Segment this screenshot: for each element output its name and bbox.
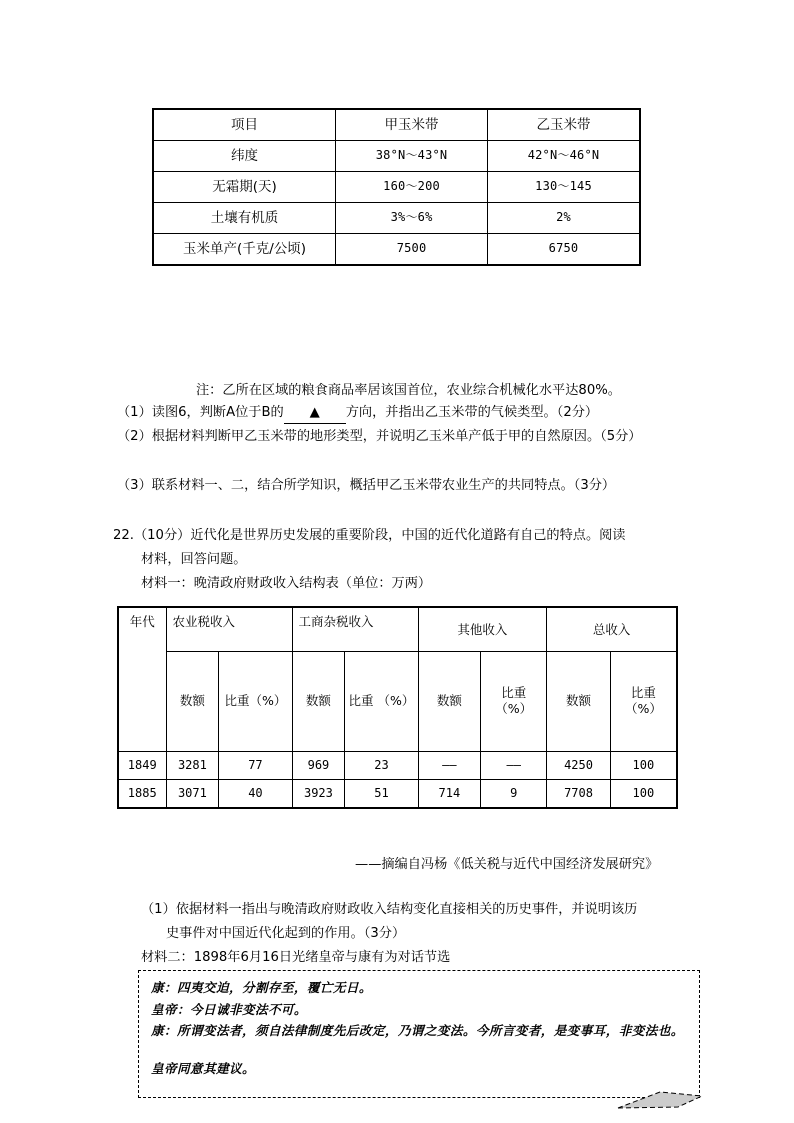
subheader-share: 比重 （%） [345,651,418,751]
dialogue-spacer [151,1042,699,1058]
table1-header-item: 项目 [153,109,336,141]
q1-text-after: 方向，并指出乙玉米带的气候类型。（2分） [345,405,599,420]
row-label: 纬度 [153,141,336,172]
cell-year: 1849 [118,751,166,779]
table-row [118,751,677,779]
row-label: 玉米单产(千克/公顷) [153,234,336,266]
dialogue-line: 康：四夷交迫，分割存至，覆亡无日。 [151,980,372,995]
cell-value: 3071 [166,779,219,808]
table-row [118,779,677,808]
material-2-dialogue-box [138,970,700,1098]
row-value-yi: 130～145 [488,172,640,203]
cell-value: 100 [610,779,677,808]
table-header-row [153,109,640,141]
material-1-source: ——摘编自冯杨《低关税与近代中国经济发展研究》 [355,857,659,872]
table1-note: 注：乙所在区域的粮食商品率居该国首位，农业综合机械化水平达80%。 [196,383,621,398]
row-label: 土壤有机质 [153,203,336,234]
cell-value: 714 [418,779,481,808]
geography-question-2: （2）根据材料判断甲乙玉米带的地形类型，并说明乙玉米单产低于甲的自然原因。（5分） [117,429,642,444]
col-group-commercial-tax: 工商杂税收入 [292,607,418,651]
row-value-jia: 160～200 [336,172,488,203]
dialogue-closing-line: 皇帝同意其建议。 [151,1060,255,1076]
row-value-jia: 7500 [336,234,488,266]
row-label: 无霜期(天) [153,172,336,203]
cell-year: 1885 [118,779,166,808]
row-value-jia: 38°N～43°N [336,141,488,172]
cell-value: 51 [345,779,418,808]
corn-belt-comparison-table [152,108,641,266]
subheader-amount: 数额 [547,651,610,751]
dialogue-line: 皇帝：今日诚非变法不可。 [151,1001,307,1017]
row-value-yi: 6750 [488,234,640,266]
cell-value: —— [418,751,481,779]
question-22-sub1-line-1: （1）依据材料一指出与晚清政府财政收入结构变化直接相关的历史事件，并说明该历 [141,902,638,917]
row-value-jia: 3%～6% [336,203,488,234]
geography-question-1 [117,403,717,424]
col-header-year: 年代 [118,607,166,751]
col-group-other-income: 其他收入 [418,607,547,651]
q1-answer-blank[interactable]: ▲ [284,403,346,424]
subheader-amount: 数额 [166,651,219,751]
cell-value: 100 [610,751,677,779]
dialogue-content [139,971,699,1080]
cell-value: 3281 [166,751,219,779]
col-group-agricultural-tax: 农业税收入 [166,607,292,651]
cell-value: 77 [219,751,292,779]
question-22-line-1: 22.（10分）近代化是世界历史发展的重要阶段，中国的近代化道路有自己的特点。阅读 [113,528,626,543]
subheader-share: 比重 （%） [610,651,677,751]
table1-header-yi: 乙玉米带 [488,109,640,141]
geography-question-3: （3）联系材料一、二，结合所学知识，概括甲乙玉米带农业生产的共同特点。（3分） [117,478,616,493]
table-row [153,141,640,172]
subheader-amount: 数额 [418,651,481,751]
cell-value: 4250 [547,751,610,779]
material-2-label: 材料二：1898年6月16日光绪皇帝与康有为对话节选 [141,950,451,965]
qing-fiscal-revenue-table [117,606,678,809]
q1-text-before: （1）读图6，判断A位于B的 [117,405,284,420]
col-group-total-income: 总收入 [547,607,677,651]
cell-value: —— [481,751,547,779]
question-22-sub1-line-2: 史事件对中国近代化起到的作用。（3分） [166,926,406,941]
subheader-share: 比重 （%） [481,651,547,751]
cell-value: 969 [292,751,345,779]
table-row [153,203,640,234]
question-22-line-2: 材料，回答问题。 [141,552,247,567]
cell-value: 9 [481,779,547,808]
table-row [153,234,640,266]
material-1-label: 材料一：晚清政府财政收入结构表（单位：万两） [141,576,432,591]
row-value-yi: 42°N～46°N [488,141,640,172]
subheader-share: 比重（%） [219,651,292,751]
cell-value: 40 [219,779,292,808]
table-group-header-row [118,607,677,651]
table-row [153,172,640,203]
subheader-amount: 数额 [292,651,345,751]
cell-value: 3923 [292,779,345,808]
cell-value: 7708 [547,779,610,808]
row-value-yi: 2% [488,203,640,234]
table1-header-jia: 甲玉米带 [336,109,488,141]
dialogue-line: 康：所谓变法者，须自法律制度先后改定，乃谓之变法。今所言变者，是变事耳，非变法也。 [151,1023,684,1039]
table-subheader-row [118,651,677,751]
cell-value: 23 [345,751,418,779]
